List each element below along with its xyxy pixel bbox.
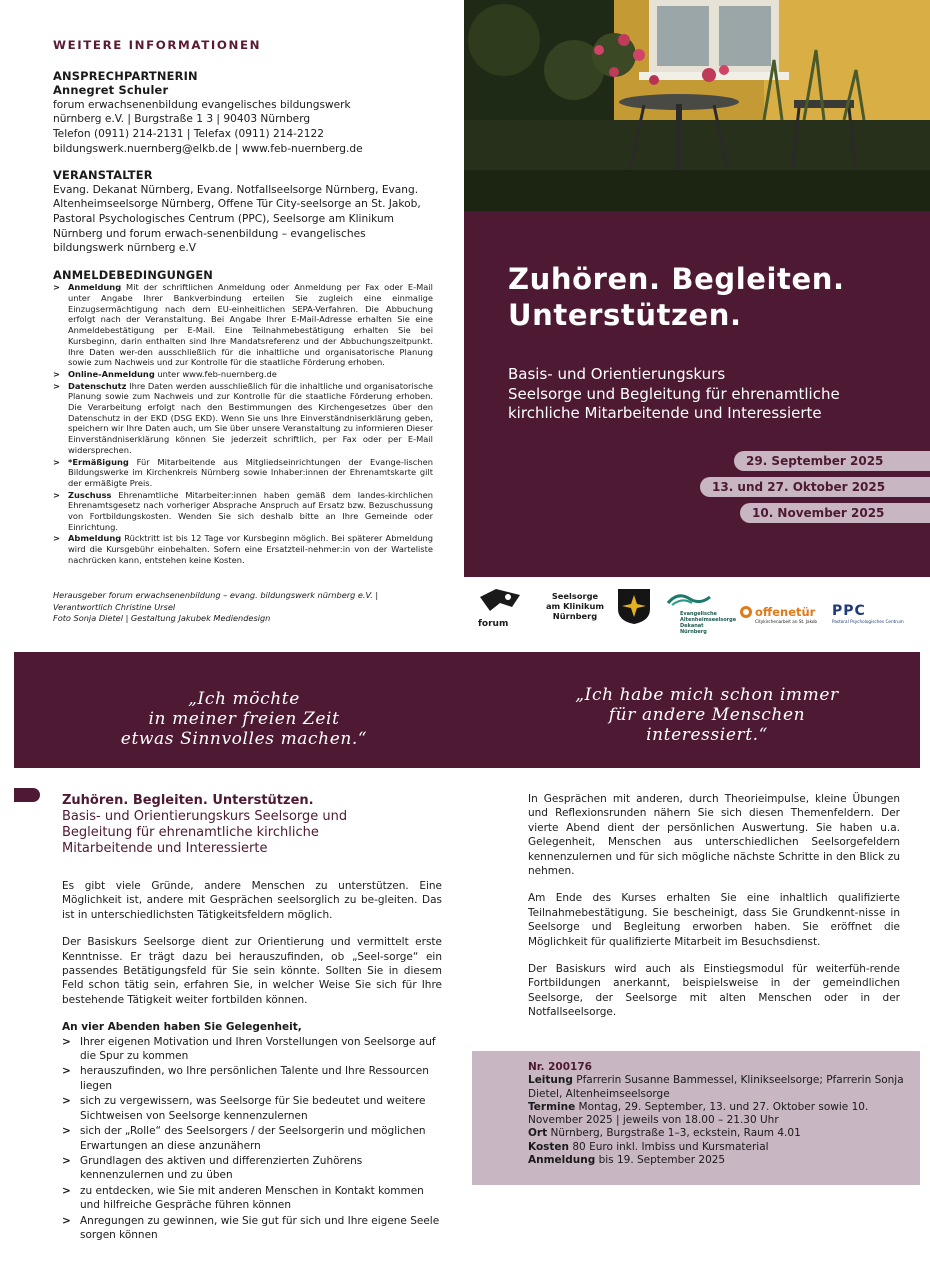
condition-item [53, 381, 433, 456]
partner-logos [464, 577, 930, 639]
article-right-column [528, 792, 900, 1033]
offenetuer-logo [740, 605, 822, 624]
article-paragraph: In Gesprächen mit anderen, durch Theorieimpulse, kleine Übungen und Reflexionsrunden nähern Sie sich diesen Themenfeldern. Der vierte Abend dient der persönlichen Auswertung. Sie haben u.a. Gelegenheit, Menschen aus unterschiedlichen Seelsorgefeldern kennenzulernen und für sich mögliche nächste Schritte in den Blick zu nehmen. [528, 793, 900, 878]
list-item: > sich der „Rolle“ des Seelsorgers / der Seelsorgerin und möglichen Erwartungen an diese anzunähern [62, 1124, 442, 1153]
condition-label: Abmeldung [68, 533, 122, 544]
article-paragraph: Der Basiskurs wird auch als Einstiegsmodul für weiterfüh-rende Fortbildungen anerkannt, beispielsweise in der gemeindlichen Seelsorge, der Seelsorge mit alten Menschen oder in der Notfallseelsorge. [528, 963, 900, 1019]
conditions-block [53, 268, 433, 566]
condition-item [53, 490, 433, 533]
detail-value: 80 Euro inkl. Imbiss und Kursmaterial [569, 1140, 769, 1153]
article-heading-line: Mitarbeitende und Interessierte [62, 841, 268, 856]
ring-icon [740, 606, 752, 618]
course-anmeldung [528, 1154, 910, 1167]
course-number: Nr. 200176 [528, 1061, 592, 1073]
quote-right [542, 685, 872, 745]
publisher-line: Verantwortlich Christine Ursel [53, 601, 176, 612]
opportunity-list [62, 1035, 442, 1243]
condition-label: Anmeldung [68, 282, 122, 293]
course-leitung [528, 1074, 910, 1101]
organizer-text: Evang. Dekanat Nürnberg, Evang. Notfallseelsorge Nürnberg, Evang. Altenheimseelsorge Nürnberg, Offene Tür City-seelsorge an St. Jakob, Pastoral Psychologisches Centrum (PPC), Seelsorge am Klinikum Nürnberg und forum erwach-senenbildung – evangelisches bildungswerk nürnberg e.V [53, 183, 421, 255]
list-item: > Grundlagen des aktiven und differenzierten Zuhörens kennenzulernen und zu üben [62, 1154, 442, 1183]
conditions-heading: ANMELDEBEDINGUNGEN [53, 267, 214, 282]
klinikum-logo [540, 591, 610, 621]
detail-label: Termine [528, 1100, 576, 1113]
garden-photo [464, 0, 930, 211]
article-heading-line: Basis- und Orientierungskurs Seelsorge und [62, 809, 348, 824]
contact-heading: ANSPRECHPARTNERIN [53, 68, 198, 83]
ppc-logo-sub: Pastoral Psychologisches Centrum [832, 619, 904, 624]
date-badge: 13. und 27. Oktober 2025 [700, 477, 930, 497]
ppc-logo [832, 603, 924, 624]
list-item: > Ihrer eigenen Motivation und Ihren Vorstellungen von Seelsorge auf die Spur zu kommen [62, 1035, 442, 1064]
detail-label: Anmeldung [528, 1154, 596, 1167]
hero-subtitle [508, 365, 928, 424]
quote-line: „Ich möchte [188, 689, 300, 709]
list-item: > herauszufinden, wo Ihre persönlichen Talente und Ihre Ressourcen liegen [62, 1064, 442, 1093]
article-heading-bold: Zuhören. Begleiten. Unterstützen. [62, 793, 314, 808]
detail-value: Nürnberg, Burgstraße 1–3, eckstein, Raum 4.01 [547, 1127, 801, 1140]
publisher-line: Herausgeber forum erwachsenenbildung – evang. bildungswerk nürnberg e.V. | [53, 590, 379, 600]
condition-text: unter www.feb-nuernberg.de [154, 368, 277, 379]
condition-label: *Ermäßigung [68, 456, 129, 467]
offenetuer-logo-sub: Citykirchenarbeit an St. Jakob [755, 619, 818, 624]
date-badge: 10. November 2025 [740, 503, 930, 523]
condition-item [53, 457, 433, 489]
condition-text: Ihre Daten werden ausschließlich für die inhaltliche und organisatorische Planung sowie zum Nachweis und zur Kontrolle für die staatliche Förderung erhoben. Die Verarbeitung erfolgt nach den Bestimmungen des Kirchengesetzes über den Datenschutz in der EKD (DSG EKD). Wenn Sie uns Ihre Einverständniserklärung geben, speichern wir Ihre Daten auch, um Sie über unsere Veranstaltung zu informieren Dieser Einverständniserklärung können Sie jederzeit schriftlich, per Fax oder per E-Mail widersprechen. [68, 380, 433, 455]
condition-text: Mit der schriftlichen Anmeldung oder Anmeldung per Fax oder E-Mail unter Angabe Ihrer Bankverbindung erteilen Sie zugleich eine einmalige Einzugsermächtigung nach dem EU-einheitlichen SEPA-Verfahren. Die Abbuchung erfolgt nach der Veranstaltung. Bei Angabe Ihrer E-Mail-Adresse erhalten Sie eine Anmeldebestätigung per E-Mail. Eine Teilnahmebestätigung erhalten Sie bei Kursbeginn, darin enthalten sind Ihre Mandatsreferenz und der Abbuchungszeitpunkt. Ihre Daten wer-den ausschließlich für die inhaltliche und organisatorische Planung sowie zum Nachweis und zur Kontrolle für die staatliche Förderung erhoben. [68, 282, 433, 368]
condition-item [53, 533, 433, 565]
offenetuer-logo-text: offenetür [755, 605, 816, 619]
article-paragraph: Der Basiskurs Seelsorge dient zur Orientierung und vermittelt erste Kenntnisse. Er trägt dazu bei herauszufinden, ob „Seel-sorge“ ein passendes Betätigungsfeld für Sie sein könnte. Sollten Sie in diesem Feld schon tätig sein, erfahren Sie, in welcher Weise Sie sich für Ihre bestehende Tätigkeit weiter fortbilden können. [62, 936, 442, 1006]
klinikum-logo-line: Seelsorge [551, 591, 599, 601]
condition-label: Online-Anmeldung [68, 368, 155, 379]
quote-line: etwas Sinnvolles machen.“ [120, 729, 368, 749]
list-item: > zu entdecken, wie Sie mit anderen Menschen in Kontakt kommen und hilfreiche Gespräche führen können [62, 1184, 442, 1213]
contact-line: forum erwachsenenbildung evangelisches bildungswerk [53, 98, 351, 111]
article-left-column [62, 879, 442, 1243]
dekanat-shield-logo [616, 587, 652, 629]
contact-line: bildungswerk.nuernberg@elkb.de | www.feb-nuernberg.de [53, 142, 363, 155]
article-heading [62, 793, 442, 857]
condition-label: Datenschutz [68, 380, 127, 391]
course-ort [528, 1127, 910, 1140]
condition-text: Ehrenamtliche Mitarbeiter:innen haben gemäß dem landes-kirchlichen Ehrenamtsgesetz nach vorheriger Absprache Anspruch auf Ersatz bzw. Bezuschussung von Fortbildungskosten. Wenden Sie sich deshalb bitte an Ihre Gemeinde oder Einrichtung. [68, 489, 433, 532]
forum-logo-icon [478, 585, 522, 617]
organizer-block [53, 168, 433, 256]
quote-line: in meiner freien Zeit [148, 709, 340, 729]
forum-logo-text: forum [478, 619, 509, 629]
article-paragraph: Es gibt viele Gründe, andere Menschen zu unterstützen. Eine Möglichkeit ist, andere mit Gesprächen seelsorglich zu be-gleiten. Das ist in unterschiedlichsten Tätigkeitsfeldern möglich. [62, 880, 442, 921]
course-kosten [528, 1141, 910, 1154]
detail-value: Montag, 29. September, 13. und 27. Oktober sowie 10. November 2025 | jeweils von 18.00 – 21.30 Uhr [528, 1100, 869, 1127]
organizer-heading: VERANSTALTER [53, 168, 153, 183]
list-item: > sich zu vergewissern, was Seelsorge für Sie bedeutet und weitere Sichtweisen von Seelsorge kennenzulernen [62, 1094, 442, 1123]
condition-item [53, 282, 433, 368]
detail-label: Kosten [528, 1140, 570, 1153]
condition-text: Rücktritt ist bis 12 Tage vor Kursbeginn möglich. Bei späterer Abmeldung wird die Kursgebühr einbehalten. Sofern eine Ersatzteil-nehmer:in von der Warteliste nachrücken kann, entstehen keine Kosten. [68, 533, 433, 565]
wave-icon [666, 589, 732, 607]
detail-label: Ort [528, 1127, 548, 1140]
klinikum-logo-line: Nürnberg [552, 611, 598, 621]
altenheim-logo-line: Dekanat Nürnberg [680, 623, 707, 635]
klinikum-logo-line: am Klinikum [545, 601, 605, 611]
quote-line: interessiert.“ [646, 725, 768, 745]
hero-subtitle-line: Basis- und Orientierungskurs [508, 365, 726, 383]
course-details-box [472, 1051, 920, 1185]
list-heading: An vier Abenden haben Sie Gelegenheit, [62, 1021, 302, 1034]
condition-text: Für Mitarbeitende aus Mitgliedseinrichtungen der Evange-lischen Bildungswerke im Kirchenkreis Nürnberg sowie Inhaber:innen der Ehrenamtskarte gilt der ermäßigte Preis. [68, 456, 433, 488]
contact-line: Telefon (0911) 214-2131 | Telefax (0911) 214-2122 [53, 127, 324, 140]
hero-title-line: Zuhören. Begleiten. [508, 262, 845, 296]
condition-item [53, 369, 433, 380]
contact-name: Annegret Schuler [53, 83, 169, 98]
info-column [53, 38, 433, 567]
publisher-line: Foto Sonja Dietel | Gestaltung Jakubek Mediendesign [53, 613, 271, 623]
garden-photo-illustration [464, 0, 930, 211]
detail-value: bis 19. September 2025 [595, 1154, 726, 1167]
list-item: > Anregungen zu gewinnen, wie Sie gut für sich und Ihre eigene Seele sorgen können [62, 1214, 442, 1243]
altenheim-logo-line: Evangelische [680, 611, 717, 617]
contact-block [53, 69, 433, 157]
hero-title [508, 261, 845, 333]
hero-subtitle-line: kirchliche Mitarbeitende und Interessierte [508, 404, 822, 422]
info-section-title: WEITERE INFORMATIONEN [53, 38, 262, 52]
date-badge: 29. September 2025 [734, 451, 930, 471]
quote-line: für andere Menschen [608, 705, 806, 725]
quote-left [94, 689, 394, 749]
altenheim-logo [666, 589, 737, 635]
quote-line: „Ich habe mich schon immer [575, 685, 839, 705]
detail-label: Leitung [528, 1074, 573, 1087]
contact-line: nürnberg e.V. | Burgstraße 1 3 | 90403 Nürnberg [53, 113, 311, 126]
hero-panel [464, 211, 930, 577]
publisher-credits [53, 590, 433, 625]
detail-value: Pfarrerin Susanne Bammessel, Klinikseelsorge; Pfarrerin Sonja Dietel, Altenheimseelsorge [528, 1074, 904, 1100]
forum-logo [478, 585, 526, 629]
article-paragraph: Am Ende des Kurses erhalten Sie eine inhaltlich qualifizierte Teilnahmebestätigung. Sie bescheinigt, dass Sie Grundkennt-nisse in Seelsorge und Begleitung erworben haben. Sie eröffnet die Möglichkeit für qualifizierte Mitarbeit im Besuchsdienst. [528, 892, 900, 948]
condition-label: Zuschuss [68, 489, 112, 500]
course-termine [528, 1101, 910, 1128]
section-marker [14, 788, 40, 802]
hero-title-line: Unterstützen. [508, 298, 742, 332]
shield-icon [616, 587, 652, 625]
ppc-logo-text: PPC [832, 603, 866, 619]
hero-subtitle-line: Seelsorge und Begleitung für ehrenamtliche [508, 384, 840, 403]
quote-band [14, 652, 920, 768]
altenheim-logo-line: Altenheimseelsorge [680, 617, 737, 623]
article-heading-line: Begleitung für ehrenamtliche kirchliche [62, 825, 319, 840]
